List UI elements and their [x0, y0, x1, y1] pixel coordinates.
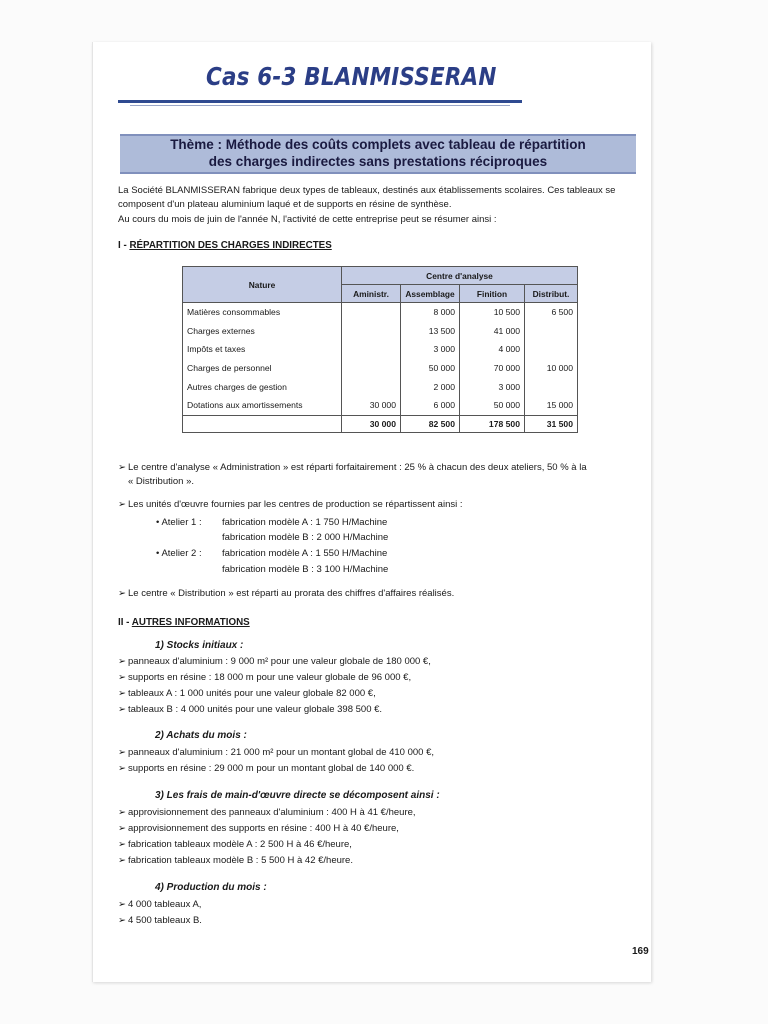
- row-label: Autres charges de gestion: [183, 377, 342, 396]
- col-header: Aministr.: [342, 285, 401, 303]
- cell: 8 000: [401, 303, 460, 322]
- arrow-bullet-icon: ➢: [118, 462, 126, 473]
- table-row: [183, 322, 578, 341]
- title-underline: [118, 100, 522, 103]
- row-label: Charges externes: [183, 322, 342, 341]
- col-header: Distribut.: [525, 285, 578, 303]
- col-header: Assemblage: [401, 285, 460, 303]
- totals-label-empty: [183, 415, 342, 432]
- list-item: ➢ supports en résine : 29 000 m pour un montant global de 140 000 €.: [118, 763, 415, 774]
- cell: 10 000: [525, 359, 578, 378]
- row-label: Impôts et taxes: [183, 340, 342, 359]
- atelier-2-model-b: fabrication modèle B : 3 100 H/Machine: [222, 564, 389, 575]
- row-label: Charges de personnel: [183, 359, 342, 378]
- cell: [342, 359, 401, 378]
- page-title: Cas 6-3 BLANMISSERAN: [206, 62, 497, 91]
- row-label: Dotations aux amortissements: [183, 396, 342, 415]
- list-item: ➢ panneaux d'aluminium : 21 000 m² pour un montant global de 410 000 €,: [118, 747, 435, 758]
- section-2-heading: [118, 617, 250, 628]
- cell: 15 000: [525, 396, 578, 415]
- table-row: [183, 396, 578, 415]
- row-label: Matières consommables: [183, 303, 342, 322]
- total-cell: 82 500: [401, 415, 460, 432]
- list-item: ➢ supports en résine : 18 000 m pour une valeur globale de 96 000 €,: [118, 672, 412, 683]
- cell: [342, 340, 401, 359]
- list-item: ➢ tableaux A : 1 000 unités pour une valeur globale 82 000 €,: [118, 688, 376, 699]
- arrow-bullet-icon: ➢: [118, 588, 126, 599]
- table-row: [183, 340, 578, 359]
- cell: [342, 377, 401, 396]
- cell: [525, 377, 578, 396]
- cell: 10 500: [460, 303, 525, 322]
- intro-line-2: composent d'un plateau aluminium laqué et de supports en résine de synthèse.: [118, 199, 452, 210]
- total-cell: 178 500: [460, 415, 525, 432]
- cell: 70 000: [460, 359, 525, 378]
- total-cell: 30 000: [342, 415, 401, 432]
- cell: 3 000: [460, 377, 525, 396]
- cell: [525, 340, 578, 359]
- cell: [525, 322, 578, 341]
- atelier-2-model-a: fabrication modèle A : 1 550 H/Machine: [222, 548, 388, 559]
- atelier-2: • Atelier 2 :: [156, 548, 202, 559]
- table-row: [183, 377, 578, 396]
- note-2: ➢ Les unités d'œuvre fournies par les centres de production se répartissent ainsi :: [118, 499, 463, 510]
- cell: 6 000: [401, 396, 460, 415]
- section-1-number: I -: [118, 240, 130, 251]
- section-1-heading: [118, 240, 332, 251]
- cell: 2 000: [401, 377, 460, 396]
- cell: 13 500: [401, 322, 460, 341]
- atelier-1-model-a: fabrication modèle A : 1 750 H/Machine: [222, 517, 388, 528]
- centre-analyse-header: Centre d'analyse: [342, 267, 578, 285]
- prod-title: 4) Production du mois :: [155, 882, 267, 893]
- list-item: ➢ fabrication tableaux modèle A : 2 500 H à 46 €/heure,: [118, 839, 352, 850]
- table-row: [183, 303, 578, 322]
- list-item: ➢ 4 000 tableaux A,: [118, 899, 202, 910]
- cell: 50 000: [460, 396, 525, 415]
- arrow-bullet-icon: ➢: [118, 499, 126, 510]
- intro-line-1: La Société BLANMISSERAN fabrique deux types de tableaux, destinés aux établissements scolaires. Ces tableaux se: [118, 185, 616, 196]
- table-row: [183, 359, 578, 378]
- cell: 30 000: [342, 396, 401, 415]
- stocks-title: 1) Stocks initiaux :: [155, 640, 244, 651]
- charges-table: [182, 266, 578, 433]
- note-1-cont: « Distribution ».: [128, 476, 195, 487]
- cell: 4 000: [460, 340, 525, 359]
- list-item: ➢ 4 500 tableaux B.: [118, 915, 202, 926]
- nature-header: Nature: [183, 267, 342, 303]
- note-1: ➢ Le centre d'analyse « Administration » est réparti forfaitairement : 25 % à chacun des deux ateliers, 50 % à la: [118, 462, 587, 473]
- section-2-number: II -: [118, 617, 132, 628]
- atelier-1-model-b: fabrication modèle B : 2 000 H/Machine: [222, 532, 389, 543]
- note-3: ➢ Le centre « Distribution » est réparti au prorata des chiffres d'affaires réalisés.: [118, 588, 455, 599]
- col-header: Finition: [460, 285, 525, 303]
- title-underline-thin: [130, 105, 510, 106]
- list-item: ➢ tableaux B : 4 000 unités pour une valeur globale 398 500 €.: [118, 704, 383, 715]
- cell: [342, 322, 401, 341]
- cell: 6 500: [525, 303, 578, 322]
- totals-row: [183, 415, 578, 432]
- theme-line-1: Thème : Méthode des coûts complets avec tableau de répartition: [170, 137, 586, 152]
- list-item: ➢ panneaux d'aluminium : 9 000 m² pour une valeur globale de 180 000 €,: [118, 656, 431, 667]
- cell: 50 000: [401, 359, 460, 378]
- section-2-title: AUTRES INFORMATIONS: [131, 617, 250, 628]
- mo-title: 3) Les frais de main-d'œuvre directe se décomposent ainsi :: [155, 790, 440, 801]
- page-number: 169: [632, 946, 649, 957]
- list-item: ➢ approvisionnement des supports en résine : 400 H à 40 €/heure,: [118, 823, 399, 834]
- theme-banner: [120, 134, 636, 174]
- cell: 3 000: [401, 340, 460, 359]
- cell: [342, 303, 401, 322]
- list-item: ➢ approvisionnement des panneaux d'aluminium : 400 H à 41 €/heure,: [118, 807, 416, 818]
- list-item: ➢ fabrication tableaux modèle B : 5 500 H à 42 €/heure.: [118, 855, 353, 866]
- achats-title: 2) Achats du mois :: [155, 730, 247, 741]
- total-cell: 31 500: [525, 415, 578, 432]
- theme-line-2: des charges indirectes sans prestations réciproques: [208, 154, 548, 169]
- intro-line-3: Au cours du mois de juin de l'année N, l'activité de cette entreprise peut se résumer ainsi :: [118, 214, 497, 225]
- section-1-title: RÉPARTITION DES CHARGES INDIRECTES: [129, 240, 332, 251]
- atelier-1: • Atelier 1 :: [156, 517, 202, 528]
- cell: 41 000: [460, 322, 525, 341]
